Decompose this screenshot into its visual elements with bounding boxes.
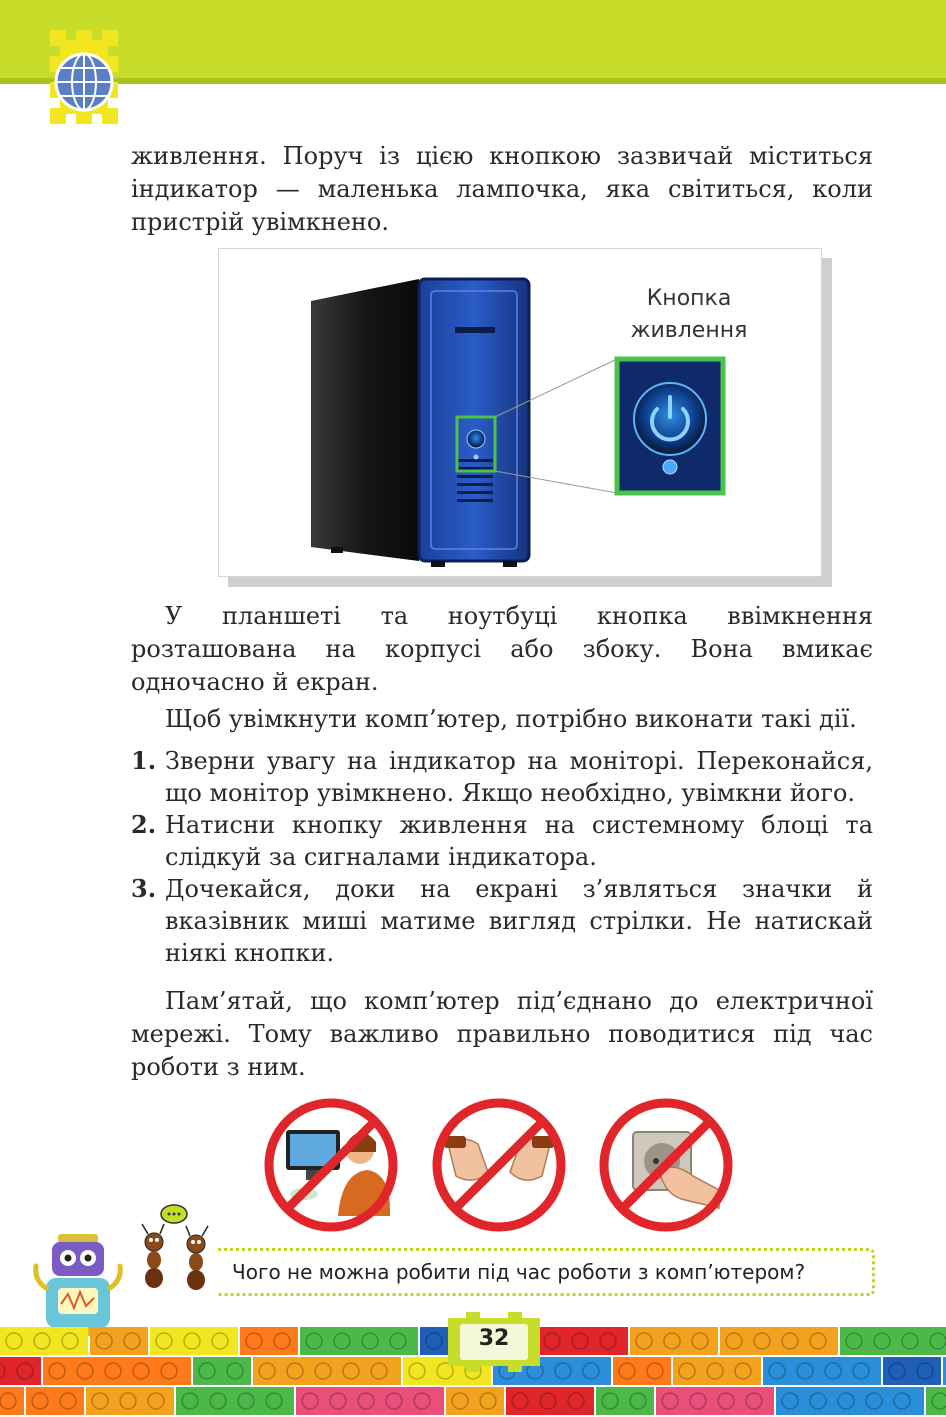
list-item [131,745,873,809]
lego-stud [512,1393,528,1409]
lego-stud [34,1333,50,1349]
step-number: 2. [131,810,157,839]
no-touching-socket-icon [597,1096,735,1234]
step-text: Дочекайся, доки на екрані з’являться значки й вказівник миші матиме вигляд стрілки. Не натискай ніякі кнопки. [165,875,873,967]
lego-stud [853,1363,869,1379]
lego-stud [334,1333,350,1349]
lego-stud [184,1333,200,1349]
lego-stud [718,1393,734,1409]
intro-paragraph [131,140,873,239]
lego-stud [664,1333,680,1349]
lego-stud [630,1393,646,1409]
lego-stud [662,1393,678,1409]
step-text: Зверни увагу на індикатор на моніторі. Переконайся, що монітор увімкнено. Якщо необхідно, увімкни його. [165,747,873,807]
lego-stud [124,1333,140,1349]
page-number-badge [438,1312,550,1372]
intro-text: живлення. Поруч із цією кнопкою зазвичай міститься індикатор — маленька лампочка, яка світиться, коли пристрій увімкнено. [131,142,873,236]
question-text: Чого не можна робити під час роботи з комп’ютером? [232,1260,806,1284]
steps-intro-text: Щоб увімкнути комп’ютер, потрібно виконати такі дії. [165,705,857,733]
lego-stud [212,1333,228,1349]
remember-text: Пам’ятай, що комп’ютер під’єднано до електричної мережі. Тому важливо правильно поводитися під час роботи з ним. [131,987,873,1081]
lego-stud [32,1393,48,1409]
lego-stud [210,1393,226,1409]
lego-stud [572,1333,588,1349]
question-box [218,1248,875,1296]
lego-stud [96,1333,112,1349]
lego-stud [866,1393,882,1409]
lego-stud [315,1363,331,1379]
no-wet-hands-icon [430,1096,568,1234]
lego-stud [259,1363,275,1379]
steps-list [131,745,873,969]
ants-mascot-icon [132,1204,222,1294]
step-text: Натисни кнопку живлення на системному блоці та слідкуй за сигналами індикатора. [165,811,873,871]
power-button-illustration [218,248,822,577]
lego-stud [386,1393,402,1409]
lego-stud [619,1363,635,1379]
lego-stud [600,1333,616,1349]
lego-stud [133,1363,149,1379]
lego-stud [874,1333,890,1349]
lego-stud [343,1363,359,1379]
lego-stud [810,1393,826,1409]
lego-stud [409,1363,425,1379]
lego-stud [746,1393,762,1409]
lego-stud [358,1393,374,1409]
lego-stud [555,1363,571,1379]
globe-icon [36,30,132,132]
lego-stud [17,1363,33,1379]
lego-stud [227,1363,243,1379]
lego-stud [932,1393,946,1409]
lego-stud [120,1393,136,1409]
lego-stud [692,1333,708,1349]
lego-stud [62,1333,78,1349]
step-number: 3. [131,874,157,903]
lego-stud [302,1393,318,1409]
label-line-1: Кнопка [646,286,732,311]
lego-stud [480,1393,496,1409]
lego-stud [894,1393,910,1409]
lego-stud [287,1363,303,1379]
lego-stud [838,1393,854,1409]
lego-stud [105,1363,121,1379]
lego-stud [917,1363,933,1379]
lego-stud [92,1393,108,1409]
lego-stud [266,1393,282,1409]
lego-stud [246,1333,262,1349]
steps-intro-paragraph [131,703,873,736]
lego-stud [238,1393,254,1409]
lego-stud [782,1333,798,1349]
lego-stud [846,1333,862,1349]
lego-stud [810,1333,826,1349]
lego-stud [602,1393,618,1409]
remember-paragraph [131,985,873,1084]
lego-stud [568,1393,584,1409]
lego-stud [330,1393,346,1409]
lego-stud [583,1363,599,1379]
lego-stud [390,1333,406,1349]
lego-stud [889,1363,905,1379]
lego-stud [690,1393,706,1409]
lego-stud [182,1393,198,1409]
lego-stud [0,1393,16,1409]
lego-stud [930,1333,946,1349]
lego-stud [769,1363,785,1379]
header-band [0,0,946,78]
tablet-text: У планшеті та ноутбуці кнопка ввімкнення розташована на корпусі або збоку. Вона вмикає одночасно й екран. [131,602,873,696]
lego-stud [199,1363,215,1379]
lego-stud [825,1363,841,1379]
lego-stud [6,1333,22,1349]
page-number: 32 [478,1326,510,1351]
lego-stud [636,1333,652,1349]
tablet-paragraph [131,600,873,699]
step-number: 1. [131,746,157,775]
lego-stud [679,1363,695,1379]
lego-stud [902,1333,918,1349]
lego-stud [60,1393,76,1409]
lego-stud [306,1333,322,1349]
lego-stud [148,1393,164,1409]
lego-stud [754,1333,770,1349]
lego-stud [726,1333,742,1349]
power-button-label [599,283,779,347]
lego-stud [161,1363,177,1379]
lego-stud [371,1363,387,1379]
lego-stud [452,1393,468,1409]
robot-mascot-icon [28,1228,128,1338]
lego-stud [540,1393,556,1409]
lego-stud [77,1363,93,1379]
list-item [131,809,873,873]
lego-stud [156,1333,172,1349]
lego-stud [274,1333,290,1349]
lego-stud [735,1363,751,1379]
lego-stud [797,1363,813,1379]
label-line-2: живлення [630,318,748,343]
lego-stud [362,1333,378,1349]
lego-stud [782,1393,798,1409]
no-eating-at-computer-icon [262,1096,400,1234]
lego-stud [414,1393,430,1409]
lego-stud [49,1363,65,1379]
lego-stud [647,1363,663,1379]
lego-stud [707,1363,723,1379]
list-item [131,873,873,969]
